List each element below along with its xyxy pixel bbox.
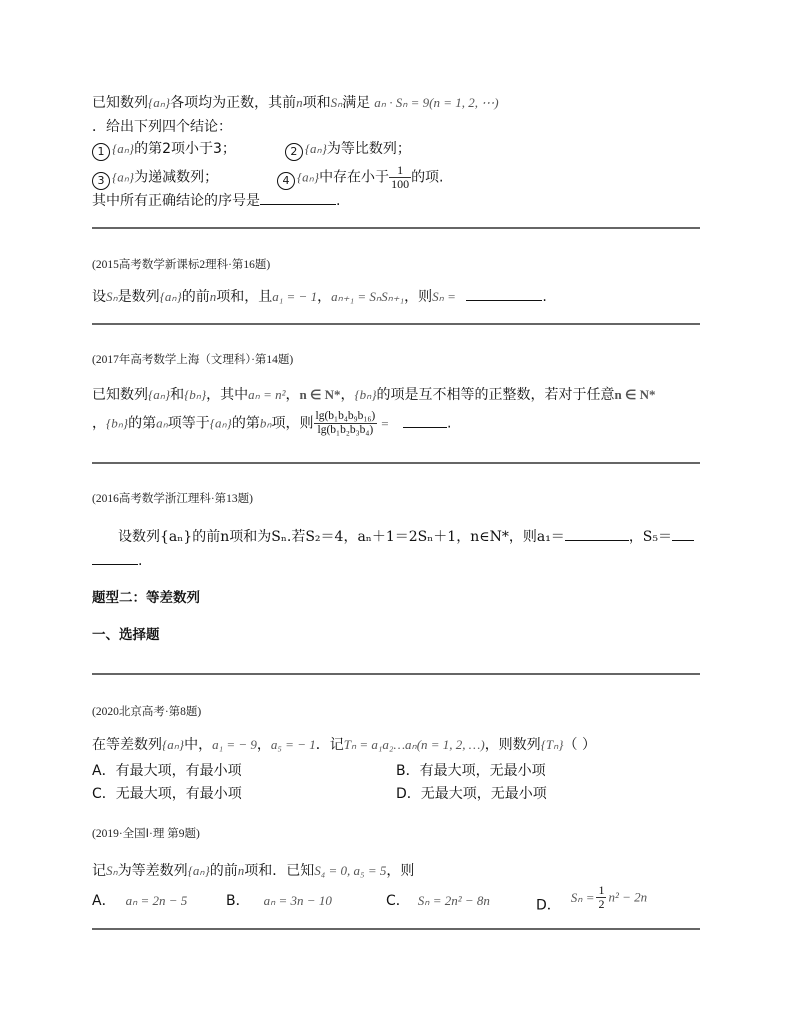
q5-text: 在等差数列 — [92, 737, 162, 753]
q3-equals: = — [381, 415, 389, 431]
circled-1: 1 — [92, 143, 110, 161]
question-1-line-2 — [92, 116, 702, 138]
q6-text: 的前 — [209, 863, 238, 879]
option-d[interactable]: D．无最大项，无最小项 — [396, 786, 547, 802]
q5-seq: {aₙ} — [162, 737, 185, 752]
q5-text: ，则数列 — [484, 737, 541, 753]
answer-blank[interactable] — [672, 526, 694, 541]
question-1-prompt — [92, 190, 702, 212]
q6-n: n — [237, 863, 245, 878]
q4-mid: ，S₅＝ — [628, 529, 673, 545]
q3-text: 项，则 — [271, 415, 314, 432]
q6-text: 项和．已知 — [244, 863, 315, 879]
q3-text: ， — [340, 387, 355, 403]
q1-c1-seq: {aₙ} — [112, 141, 135, 156]
q3-seq-b: {bₙ} — [184, 387, 207, 402]
fraction-one-half — [596, 884, 606, 911]
q3-text: ， — [92, 415, 106, 432]
q3-formula-1: aₙ = n² — [248, 387, 286, 402]
q3-seq-b2: {bₙ} — [354, 387, 377, 402]
circled-4: 4 — [277, 172, 295, 190]
answer-blank[interactable] — [466, 286, 542, 301]
q2-source: (2015高考数学新课标2理科·第16题) — [92, 259, 271, 271]
q6-sn: Sₙ — [106, 863, 118, 878]
question-3-line-1 — [92, 384, 702, 406]
q3-formula-2: n ∈ N* — [299, 387, 341, 402]
q2-text: 设 — [92, 289, 106, 305]
q2-text: ，则 — [404, 289, 433, 305]
q1-prompt-end: . — [336, 193, 341, 209]
frac-den: 2 — [598, 897, 605, 911]
circled-2: 2 — [285, 143, 303, 161]
q3-end: . — [446, 415, 452, 432]
q3-text: ，其中 — [206, 387, 249, 403]
option-a-label: A． — [92, 893, 116, 909]
question-4-line-2 — [92, 550, 702, 572]
q6-seq: {aₙ} — [187, 863, 210, 878]
circled-3: 3 — [92, 172, 110, 190]
option-a[interactable]: A．有最大项，有最小项 — [92, 763, 242, 779]
q3-an: aₙ — [156, 415, 168, 431]
q4-text: 设数列{aₙ}的前n项和为Sₙ.若S₂＝4，aₙ＋1＝2Sₙ＋1，n∈N*，则a₁＝ — [118, 529, 565, 545]
answer-blank[interactable] — [565, 526, 629, 541]
option-b-formula: aₙ = 3n − 10 — [263, 893, 332, 908]
q1-c2-text: 为等比数列； — [326, 141, 411, 157]
q5-formula-1: a₁ = − 9 — [212, 737, 257, 752]
q2-comma: ， — [317, 289, 332, 305]
question-3-line-2 — [92, 410, 702, 437]
question-4-line-1 — [118, 526, 728, 548]
q3-text: 的项是互不相等的正整数，若对于任意 — [376, 387, 615, 403]
q1-text: 各项均为正数，其前 — [170, 95, 297, 111]
option-b[interactable] — [226, 890, 332, 910]
q1-c4-text: 中存在小于 — [319, 169, 390, 186]
q6-text: 记 — [92, 863, 106, 879]
q4-source: (2016高考数学浙江理科·第13题) — [92, 493, 253, 505]
frac-den: 100 — [391, 177, 410, 191]
q2-formula-2: aₙ₊₁ = SₙSₙ₊₁ — [331, 289, 405, 304]
q1-text: 已知数列 — [92, 95, 148, 111]
divider — [92, 323, 700, 325]
option-b[interactable]: B．有最大项，无最小项 — [396, 763, 546, 779]
frac-num: 1 — [389, 164, 411, 178]
q1-c2-seq: {aₙ} — [304, 141, 327, 156]
q1-c4-text-end: 的项. — [411, 169, 444, 186]
q1-c4-seq: {aₙ} — [296, 169, 320, 185]
q3-fraction — [314, 410, 378, 437]
option-d-formula-pre: Sₙ = — [570, 889, 595, 905]
q1-n: n — [296, 95, 303, 110]
q1-c3-text: 为递减数列； — [134, 169, 219, 186]
q6-text: 为等差数列 — [117, 863, 188, 879]
question-6 — [92, 860, 702, 882]
q3-text: 项等于 — [167, 415, 210, 432]
q3-bn: bₙ — [259, 415, 272, 431]
q6-source: (2019·全国Ⅰ·理 第9题) — [92, 828, 200, 840]
divider — [92, 928, 700, 930]
q6-formula: S₄ = 0, a₅ = 5 — [314, 863, 387, 878]
q3-text: ， — [285, 387, 300, 403]
q3-source: (2017年高考数学上海（文理科）·第14题) — [92, 354, 294, 366]
answer-blank-continued[interactable] — [92, 550, 138, 565]
section-title: 题型二：等差数列 — [92, 590, 200, 606]
q5-source: (2020北京高考·第8题) — [92, 706, 202, 718]
q3-text: 的第 — [231, 415, 260, 432]
q5-formula-2: a₅ = − 1 — [270, 737, 316, 752]
q2-sn: Sₙ — [106, 289, 118, 304]
q3-text: 的第 — [128, 415, 157, 432]
q2-end: . — [542, 289, 547, 305]
q5-text: ．记 — [315, 737, 344, 753]
section-subtitle: 一、选择题 — [92, 627, 160, 643]
question-5 — [92, 734, 702, 756]
frac-num: 1 — [598, 883, 605, 897]
q5-text: 中， — [184, 737, 213, 753]
option-a[interactable] — [92, 890, 187, 910]
q2-formula-1: a₁ = − 1 — [272, 289, 318, 304]
q1-formula: aₙ · Sₙ = 9(n = 1, 2, ⋯) — [374, 95, 499, 110]
q1-text: 满足 — [342, 95, 371, 111]
option-c-formula: Sₙ = 2n² − 8n — [417, 893, 490, 908]
q2-formula-3: Sₙ = — [432, 289, 456, 304]
divider — [92, 673, 700, 675]
q3-text: 已知数列 — [92, 387, 148, 403]
q3-formula-3: n ∈ N* — [614, 387, 656, 402]
divider — [92, 462, 700, 464]
q3-seq-a2: {aₙ} — [209, 415, 232, 431]
q1-sn: Sₙ — [330, 95, 343, 110]
question-1-conclusions-row-1 — [92, 138, 702, 161]
option-a-formula: aₙ = 2n − 5 — [125, 893, 188, 908]
answer-blank[interactable] — [403, 413, 447, 428]
q4-end: . — [138, 553, 143, 569]
question-2 — [92, 286, 702, 308]
q5-text: ， — [256, 737, 271, 753]
option-d-label: D． — [536, 897, 561, 914]
q1-text: 项和 — [302, 95, 331, 111]
option-c[interactable]: C．无最大项，有最小项 — [92, 786, 242, 802]
option-c-label: C． — [386, 893, 410, 909]
q3-seq-b3: {bₙ} — [106, 415, 129, 431]
option-d-formula-post: n² − 2n — [608, 889, 648, 905]
frac-den: lg(b₁b₂b₃b₄) — [317, 424, 374, 436]
question-1-line-1 — [92, 92, 702, 114]
divider — [92, 227, 700, 229]
q6-text: ，则 — [386, 863, 415, 879]
q5-paren: （ ） — [563, 737, 596, 753]
answer-blank[interactable] — [260, 190, 336, 205]
option-c[interactable] — [386, 890, 490, 910]
q1-prompt-text: 其中所有正确结论的序号是 — [92, 193, 260, 209]
frac-num: lg(b₁b₄b₉b₁₆) — [315, 410, 376, 422]
q2-n: n — [209, 289, 217, 304]
q1-seq-an: {aₙ} — [148, 95, 171, 110]
q5-seq-t: {Tₙ} — [540, 737, 564, 752]
q5-formula-3: Tₙ = a₁a₂…aₙ(n = 1, 2, …) — [343, 737, 485, 752]
q2-text: 项和，且 — [216, 289, 273, 305]
q2-text: 的前 — [181, 289, 210, 305]
q3-text: 和 — [170, 387, 185, 403]
q2-text: 是数列 — [117, 289, 160, 305]
fraction-1-100 — [389, 164, 411, 191]
option-b-label: B． — [226, 893, 250, 909]
q1-intro: ．给出下列四个结论： — [92, 119, 232, 135]
question-1-conclusions-row-2 — [92, 164, 702, 191]
q3-seq-a: {aₙ} — [148, 387, 171, 402]
q2-seq: {aₙ} — [159, 289, 182, 304]
q1-c1-text: 的第2项小于3； — [134, 141, 236, 157]
q1-c3-seq: {aₙ} — [112, 169, 135, 185]
option-d[interactable] — [536, 884, 647, 915]
